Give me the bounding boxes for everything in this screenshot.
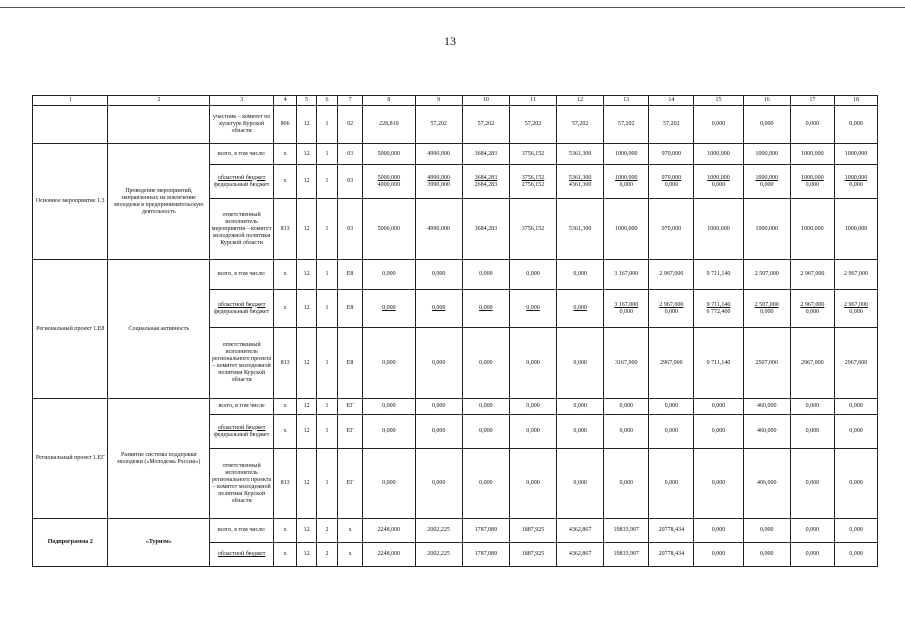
- code-cell: 03: [338, 199, 363, 260]
- value-cell: [462, 165, 509, 199]
- code-cell: 813: [274, 199, 297, 260]
- code-cell: 2: [317, 519, 338, 543]
- code-cell: 1: [317, 415, 338, 449]
- value-cell: 1000,000: [834, 199, 877, 260]
- cell-line-2: 2756,152: [521, 181, 545, 188]
- value-cell: 0,000: [790, 449, 834, 519]
- value-cell: [649, 165, 694, 199]
- value-cell: 0,000: [462, 415, 509, 449]
- cell-line-1: 3 167,000: [614, 301, 639, 308]
- funding-source-cell: ответственный исполнитель регионального проекта – комитет молодежной политики Курской области: [210, 449, 274, 519]
- cell-line-1: 9 711,140: [706, 301, 731, 308]
- column-header: 15: [694, 96, 743, 106]
- value-cell: 0,000: [557, 328, 604, 399]
- value-cell: 0,000: [415, 415, 462, 449]
- code-cell: 1: [317, 399, 338, 415]
- cell-line-1: 2 507,000: [754, 301, 779, 308]
- funding-source-cell: ответственный исполнитель мероприятия – комитет молодежной политики Курской области: [210, 199, 274, 260]
- value-cell: 4362,867: [557, 543, 604, 567]
- value-cell: 0,000: [415, 260, 462, 290]
- code-cell: 12: [297, 260, 317, 290]
- cell-line-1: 4990,000: [427, 174, 450, 181]
- program-name-cell: Подпрограмма 2: [33, 519, 108, 567]
- value-cell: 2 967,000: [649, 260, 694, 290]
- cell-line-2: 0,000: [760, 308, 774, 315]
- code-cell: 12: [297, 399, 317, 415]
- code-cell: x: [274, 415, 297, 449]
- value-cell: 0,000: [509, 399, 556, 415]
- value-cell: 970,000: [649, 199, 694, 260]
- cell-line-2: 3990,000: [427, 181, 450, 188]
- cell-line-2: 4361,300: [568, 181, 592, 188]
- code-cell: Е8: [338, 328, 363, 399]
- value-cell: 4362,867: [557, 519, 604, 543]
- value-cell: 0,000: [694, 519, 743, 543]
- code-cell: x: [338, 543, 363, 567]
- code-cell: 12: [297, 519, 317, 543]
- column-header: 10: [462, 96, 509, 106]
- value-cell: 0,000: [462, 399, 509, 415]
- value-cell: 9 711,140: [694, 328, 743, 399]
- value-cell: 460,000: [743, 399, 790, 415]
- cell-line-1: 3684,283: [474, 174, 498, 181]
- code-cell: 1: [317, 328, 338, 399]
- value-cell: [363, 165, 415, 199]
- code-cell: Е8: [338, 290, 363, 328]
- code-cell: ЕГ: [338, 399, 363, 415]
- value-cell: 3756,152: [509, 144, 556, 165]
- value-cell: 2967,000: [790, 328, 834, 399]
- value-cell: 0,000: [363, 399, 415, 415]
- funding-source-cell: всего, в том числе:: [210, 260, 274, 290]
- value-cell: 0,000: [462, 449, 509, 519]
- table-row: [33, 399, 878, 415]
- code-cell: 813: [274, 328, 297, 399]
- budget-table: [32, 95, 878, 567]
- value-cell: 57,202: [604, 106, 649, 144]
- value-cell: 2507,000: [743, 328, 790, 399]
- cell-line-2: 2684,283: [474, 181, 498, 188]
- code-cell: ЕГ: [338, 415, 363, 449]
- value-cell: 0,000: [834, 543, 877, 567]
- value-cell: 0,000: [604, 449, 649, 519]
- value-cell: [509, 290, 556, 328]
- cell-line-1: 1000,000: [801, 174, 824, 181]
- funding-source-cell: всего, в том числе:: [210, 144, 274, 165]
- cell-line-2: 6 772,400: [706, 308, 731, 315]
- value-cell: 2 967,000: [790, 260, 834, 290]
- column-header: 13: [604, 96, 649, 106]
- value-cell: 2967,000: [834, 328, 877, 399]
- code-cell: 1: [317, 199, 338, 260]
- code-cell: x: [274, 260, 297, 290]
- program-desc-cell: [108, 106, 210, 144]
- value-cell: 0,000: [415, 399, 462, 415]
- value-cell: 0,000: [694, 415, 743, 449]
- code-cell: Е8: [338, 260, 363, 290]
- value-cell: [557, 165, 604, 199]
- value-cell: 5000,000: [363, 199, 415, 260]
- cell-line-1: областной бюджет: [217, 174, 266, 181]
- code-cell: x: [274, 399, 297, 415]
- cell-line-1: 0,000: [431, 305, 446, 311]
- code-cell: 12: [297, 106, 317, 144]
- code-cell: ЕГ: [338, 449, 363, 519]
- program-desc-cell: Социальная активность: [108, 260, 210, 399]
- page-number: 13: [444, 34, 456, 48]
- value-cell: 406,000: [743, 449, 790, 519]
- value-cell: 4990,000: [415, 199, 462, 260]
- code-cell: 12: [297, 290, 317, 328]
- code-cell: 1: [317, 449, 338, 519]
- value-cell: [604, 165, 649, 199]
- value-cell: 57,202: [557, 106, 604, 144]
- value-cell: 3 167,000: [604, 260, 649, 290]
- table-row: [33, 144, 878, 165]
- value-cell: 20778,434: [649, 543, 694, 567]
- value-cell: [363, 290, 415, 328]
- value-cell: 0,000: [790, 543, 834, 567]
- value-cell: [790, 165, 834, 199]
- code-cell: x: [274, 543, 297, 567]
- cell-line-1: 0,000: [479, 305, 493, 311]
- value-cell: 1887,925: [509, 519, 556, 543]
- column-header: 9: [415, 96, 462, 106]
- cell-line-2: 0,000: [664, 181, 679, 188]
- cell-line-1: 2 967,000: [659, 301, 684, 308]
- value-cell: 0,000: [509, 415, 556, 449]
- value-cell: 0,000: [649, 399, 694, 415]
- value-cell: 3167,000: [604, 328, 649, 399]
- code-cell: 813: [274, 449, 297, 519]
- code-cell: 806: [274, 106, 297, 144]
- code-cell: 12: [297, 449, 317, 519]
- value-cell: 2967,000: [649, 328, 694, 399]
- code-cell: 02: [338, 106, 363, 144]
- value-cell: 5000,000: [363, 144, 415, 165]
- value-cell: [743, 290, 790, 328]
- code-cell: 1: [317, 290, 338, 328]
- value-cell: 57,202: [415, 106, 462, 144]
- column-header: 8: [363, 96, 415, 106]
- funding-source-cell: [210, 290, 274, 328]
- cell-line-1: 5000,000: [377, 174, 401, 181]
- program-desc-cell: Развитие системы поддержки молодежи («Молодежь России»): [108, 399, 210, 519]
- cell-line-1: 1000,000: [844, 174, 868, 181]
- code-cell: 12: [297, 144, 317, 165]
- code-cell: x: [338, 519, 363, 543]
- value-cell: 1000,000: [790, 199, 834, 260]
- program-name-cell: Основное мероприятие 1.3: [33, 144, 108, 260]
- value-cell: 0,000: [604, 415, 649, 449]
- value-cell: 5361,300: [557, 199, 604, 260]
- value-cell: 0,000: [790, 106, 834, 144]
- value-cell: 0,000: [363, 260, 415, 290]
- code-cell: 1: [317, 106, 338, 144]
- value-cell: 0,000: [743, 519, 790, 543]
- column-header: 1: [33, 96, 108, 106]
- code-cell: 12: [297, 165, 317, 199]
- value-cell: 1000,000: [694, 144, 743, 165]
- value-cell: [415, 165, 462, 199]
- cell-line-1: 3756,152: [521, 174, 545, 181]
- column-header: 7: [338, 96, 363, 106]
- value-cell: 4990,000: [415, 144, 462, 165]
- value-cell: 1000,000: [743, 199, 790, 260]
- value-cell: 2002,225: [415, 543, 462, 567]
- cell-line-1: 970,000: [661, 174, 682, 181]
- value-cell: 0,000: [462, 260, 509, 290]
- value-cell: 0,000: [509, 328, 556, 399]
- column-header: 17: [790, 96, 834, 106]
- funding-source-cell: ответственный исполнитель регионального проекта – комитет молодежной политики Курской области: [210, 328, 274, 399]
- value-cell: 1000,000: [604, 144, 649, 165]
- table-row: [33, 260, 878, 290]
- cell-line-1: областной бюджет: [217, 424, 266, 431]
- table-row: [33, 106, 878, 144]
- value-cell: 5361,300: [557, 144, 604, 165]
- column-header: 12: [557, 96, 604, 106]
- cell-line-2: 4000,000: [377, 181, 401, 188]
- value-cell: 9 711,140: [694, 260, 743, 290]
- cell-line-2: 0,000: [849, 181, 863, 188]
- value-cell: 0,000: [557, 260, 604, 290]
- value-cell: 57,202: [649, 106, 694, 144]
- column-header: 5: [297, 96, 317, 106]
- column-header: 4: [274, 96, 297, 106]
- cell-line-2: 0,000: [760, 181, 774, 188]
- value-cell: 19833,907: [604, 543, 649, 567]
- value-cell: 0,000: [834, 106, 877, 144]
- cell-line-1: 2 967,000: [843, 301, 868, 308]
- column-header: 11: [509, 96, 556, 106]
- code-cell: x: [274, 165, 297, 199]
- value-cell: 0,000: [834, 415, 877, 449]
- column-header: 18: [834, 96, 877, 106]
- value-cell: [509, 165, 556, 199]
- value-cell: 228,810: [363, 106, 415, 144]
- value-cell: 0,000: [509, 449, 556, 519]
- value-cell: 0,000: [834, 519, 877, 543]
- value-cell: 0,000: [743, 543, 790, 567]
- cell-line-2: 0,000: [711, 181, 726, 188]
- column-header: 16: [743, 96, 790, 106]
- value-cell: 0,000: [363, 328, 415, 399]
- cell-line-2: федеральный бюджет: [214, 181, 270, 188]
- cell-line-1: 0,000: [526, 305, 540, 311]
- cell-line-2: федеральный бюджет: [214, 308, 270, 315]
- value-cell: 1887,925: [509, 543, 556, 567]
- cell-line-1: 1000,000: [615, 174, 638, 181]
- value-cell: 0,000: [790, 519, 834, 543]
- value-cell: 57,202: [509, 106, 556, 144]
- value-cell: 2 507,000: [743, 260, 790, 290]
- cell-line-2: 0,000: [619, 308, 634, 315]
- table-row: [33, 519, 878, 543]
- value-cell: 1000,000: [604, 199, 649, 260]
- value-cell: 0,000: [557, 399, 604, 415]
- value-cell: 0,000: [649, 449, 694, 519]
- code-cell: 12: [297, 543, 317, 567]
- code-cell: 12: [297, 199, 317, 260]
- value-cell: 0,000: [790, 415, 834, 449]
- value-cell: [743, 165, 790, 199]
- column-header: 14: [649, 96, 694, 106]
- value-cell: [415, 290, 462, 328]
- program-name-cell: Региональный проект 1.Е8: [33, 260, 108, 399]
- value-cell: [649, 290, 694, 328]
- value-cell: 0,000: [694, 449, 743, 519]
- value-cell: 1787,089: [462, 519, 509, 543]
- code-cell: 2: [317, 543, 338, 567]
- cell-line-1: 0,000: [382, 305, 396, 311]
- value-cell: 1000,000: [743, 144, 790, 165]
- value-cell: 460,000: [743, 415, 790, 449]
- top-rule: [0, 7, 905, 8]
- header-row: [33, 96, 878, 106]
- funding-source-cell: [210, 165, 274, 199]
- funding-source-cell: областной бюджет: [210, 543, 274, 567]
- value-cell: 0,000: [363, 415, 415, 449]
- program-desc-cell: «Туризм»: [108, 519, 210, 567]
- value-cell: 0,000: [790, 399, 834, 415]
- value-cell: 1000,000: [790, 144, 834, 165]
- value-cell: 0,000: [834, 449, 877, 519]
- value-cell: 3684,283: [462, 199, 509, 260]
- value-cell: [694, 165, 743, 199]
- value-cell: [834, 165, 877, 199]
- value-cell: 3684,283: [462, 144, 509, 165]
- value-cell: 0,000: [557, 415, 604, 449]
- value-cell: [557, 290, 604, 328]
- cell-line-2: федеральный бюджет: [214, 431, 270, 438]
- code-cell: 12: [297, 415, 317, 449]
- funding-source-cell: [210, 415, 274, 449]
- value-cell: [462, 290, 509, 328]
- value-cell: 0,000: [557, 449, 604, 519]
- value-cell: 1787,089: [462, 543, 509, 567]
- funding-source-cell: всего, в том числе: [210, 399, 274, 415]
- cell-line-2: 0,000: [619, 181, 634, 188]
- value-cell: 1000,000: [834, 144, 877, 165]
- value-cell: 3756,152: [509, 199, 556, 260]
- code-cell: x: [274, 144, 297, 165]
- value-cell: 0,000: [694, 399, 743, 415]
- value-cell: 2248,000: [363, 519, 415, 543]
- value-cell: 0,000: [415, 449, 462, 519]
- value-cell: 2248,000: [363, 543, 415, 567]
- code-cell: x: [274, 290, 297, 328]
- code-cell: x: [274, 519, 297, 543]
- code-cell: 1: [317, 144, 338, 165]
- code-cell: 03: [338, 165, 363, 199]
- value-cell: 0,000: [694, 106, 743, 144]
- value-cell: 0,000: [363, 449, 415, 519]
- code-cell: 12: [297, 328, 317, 399]
- value-cell: 0,000: [509, 260, 556, 290]
- value-cell: 970,000: [649, 144, 694, 165]
- value-cell: 0,000: [462, 328, 509, 399]
- funding-source-cell: всего, в том числе:: [210, 519, 274, 543]
- cell-line-1: 0,000: [573, 305, 587, 311]
- value-cell: 19833,907: [604, 519, 649, 543]
- code-cell: 1: [317, 165, 338, 199]
- cell-line-2: 0,000: [664, 308, 679, 315]
- value-cell: [790, 290, 834, 328]
- cell-line-2: 0,000: [805, 308, 820, 315]
- program-name-cell: [33, 106, 108, 144]
- program-name-cell: Региональный проект 1.ЕГ: [33, 399, 108, 519]
- value-cell: 1000,000: [694, 199, 743, 260]
- value-cell: 0,000: [694, 543, 743, 567]
- value-cell: [604, 290, 649, 328]
- value-cell: 0,000: [743, 106, 790, 144]
- cell-line-1: 1000,000: [755, 174, 779, 181]
- value-cell: 2002,225: [415, 519, 462, 543]
- value-cell: [694, 290, 743, 328]
- column-header: 3: [210, 96, 274, 106]
- cell-line-1: 5361,300: [568, 174, 592, 181]
- column-header: 6: [317, 96, 338, 106]
- program-desc-cell: Проведение мероприятий, направленных на вовлечение молодежи в предпринимательскую деятельность: [108, 144, 210, 260]
- value-cell: 0,000: [604, 399, 649, 415]
- funding-source-cell: участник – комитет по культуре Курской области: [210, 106, 274, 144]
- cell-line-1: областной бюджет: [217, 301, 266, 308]
- value-cell: 57,202: [462, 106, 509, 144]
- code-cell: 03: [338, 144, 363, 165]
- value-cell: 2 967,000: [834, 260, 877, 290]
- code-cell: 1: [317, 260, 338, 290]
- cell-line-1: 2 967,000: [800, 301, 825, 308]
- cell-line-2: 0,000: [805, 181, 820, 188]
- value-cell: 0,000: [415, 328, 462, 399]
- value-cell: [834, 290, 877, 328]
- cell-line-1: 1000,000: [707, 174, 730, 181]
- cell-line-2: 0,000: [849, 308, 863, 315]
- value-cell: 0,000: [649, 415, 694, 449]
- value-cell: 20778,434: [649, 519, 694, 543]
- column-header: 2: [108, 96, 210, 106]
- value-cell: 0,000: [834, 399, 877, 415]
